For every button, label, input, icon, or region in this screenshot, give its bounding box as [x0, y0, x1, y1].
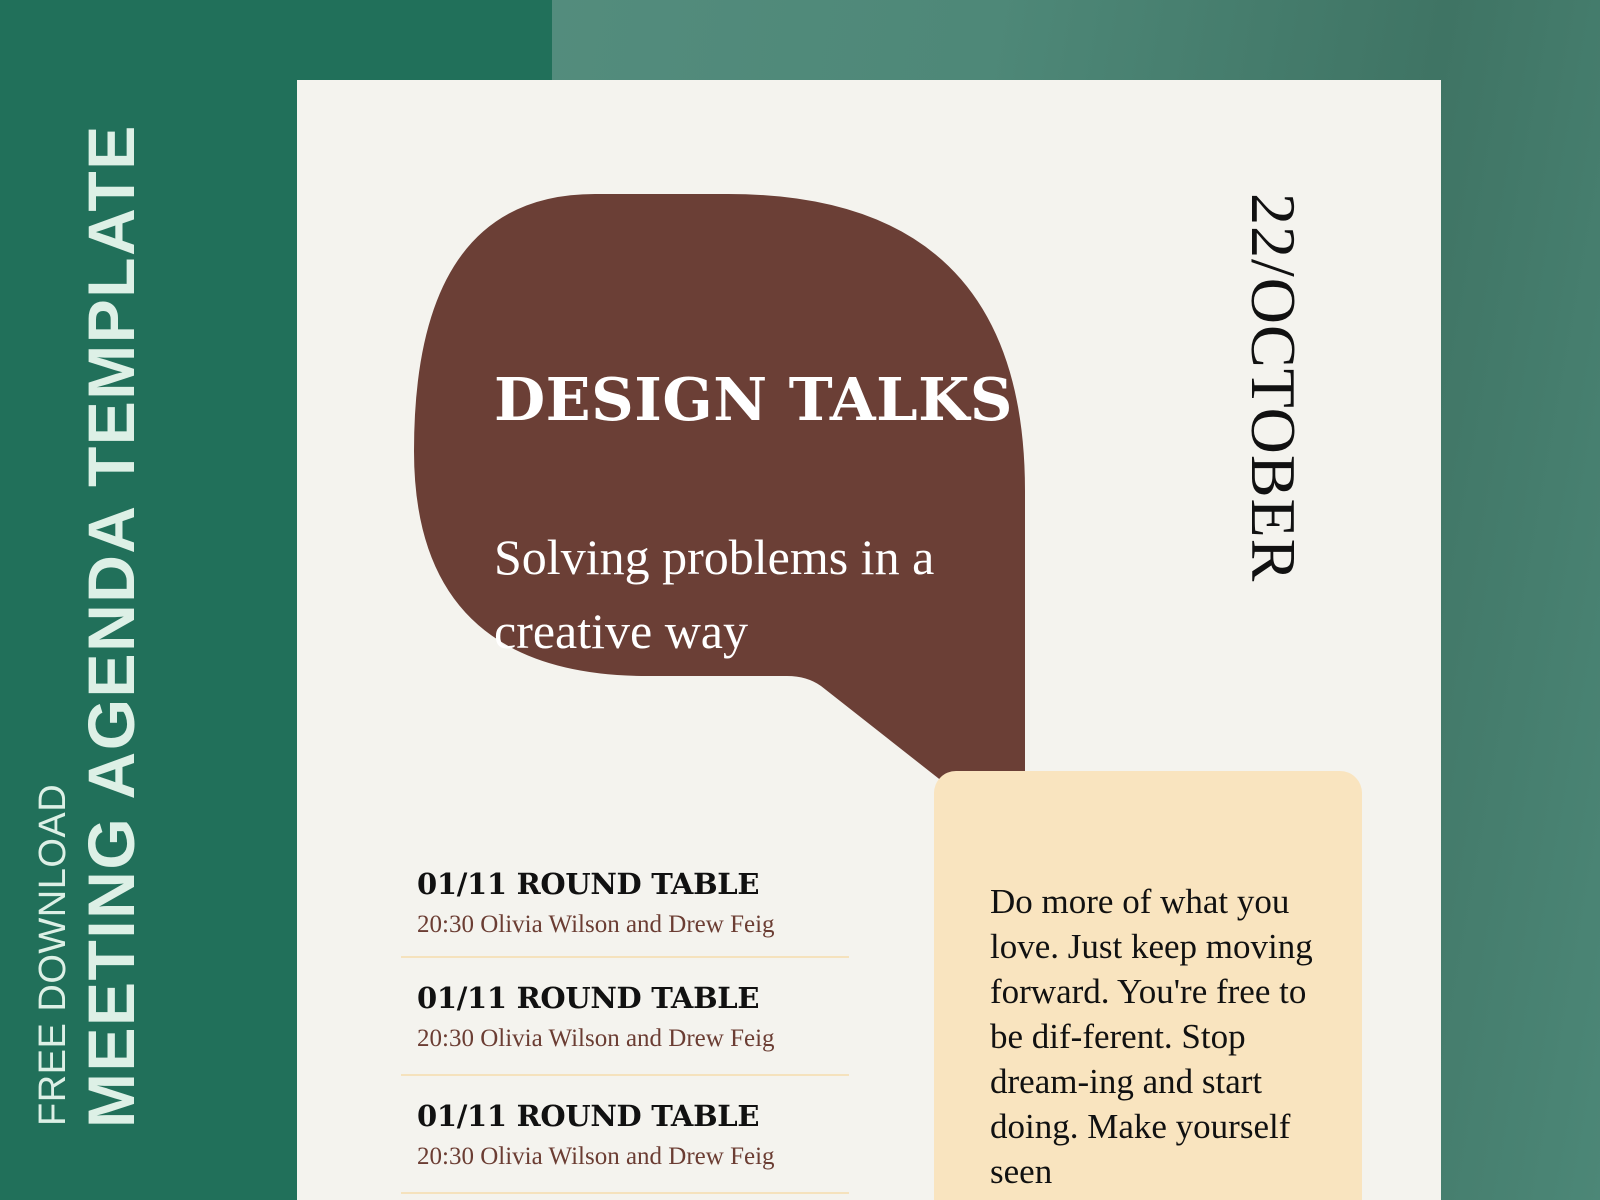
event-subtitle: Solving problems in a creative way [494, 529, 935, 659]
quote-box [934, 771, 1362, 1200]
agenda-item [401, 850, 849, 958]
agenda-item-title: 01/11 ROUND TABLE [417, 981, 760, 1015]
agenda-item [401, 958, 849, 1076]
agenda-list [401, 850, 849, 1194]
template-title: MEETING AGENDA TEMPLATE [74, 124, 148, 1128]
agenda-item-time: 20:30 Olivia Wilson and Drew Feig [417, 1143, 775, 1170]
event-title: DESIGN TALKS [494, 365, 1014, 434]
free-download-label: FREE DOWNLOAD [32, 783, 74, 1126]
agenda-item [401, 1076, 849, 1194]
agenda-item-title: 01/11 ROUND TABLE [417, 1099, 760, 1133]
agenda-item-time: 20:30 Olivia Wilson and Drew Feig [417, 911, 775, 938]
agenda-item-time: 20:30 Olivia Wilson and Drew Feig [417, 1025, 775, 1052]
agenda-paper [297, 80, 1441, 1200]
side-title-block [30, 124, 146, 1128]
agenda-item-title: 01/11 ROUND TABLE [417, 867, 760, 901]
event-date: 22/OCTOBER [1238, 193, 1309, 583]
quote-text: Do more of what you love. Just keep moving forward. You're free to be dif-ferent. Stop dream-ing and start doing. Make yourself seen [990, 882, 1313, 1191]
